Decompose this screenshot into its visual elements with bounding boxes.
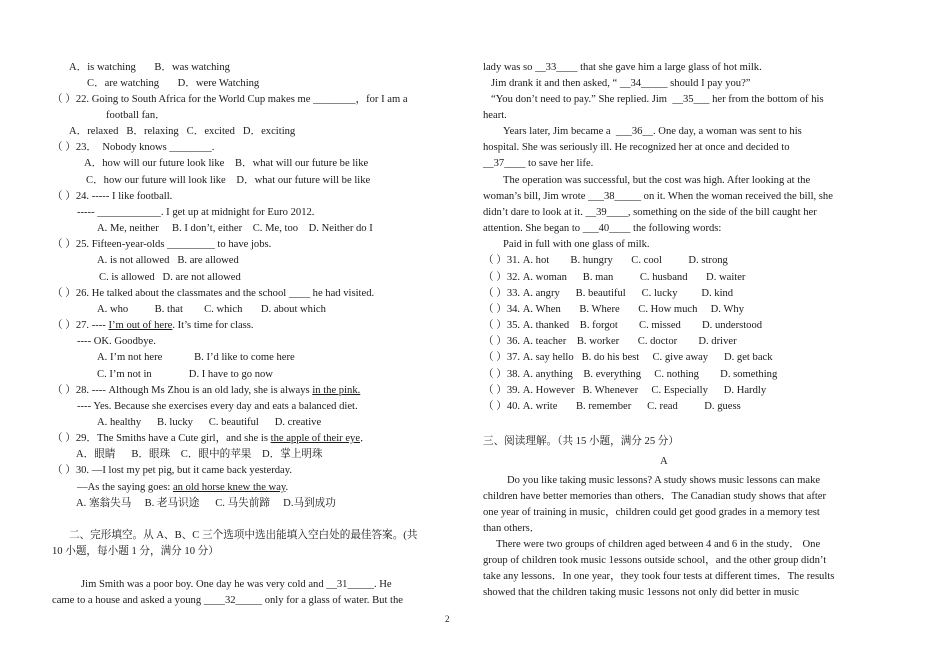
q24-stem: （ ）24. ----- I like football. bbox=[52, 191, 173, 202]
q23-options-ab: A．how will our future look like B．what will our future be like bbox=[84, 158, 369, 169]
q21-options-ab: A．is watching B．was watching bbox=[69, 62, 230, 73]
cloze-paragraph-line: Years later, Jim became a ___36__. One day, a woman was sent to his bbox=[503, 126, 802, 137]
q22-stem: （ ）22. Going to South Africa for the World Cup makes me ________，for I am a bbox=[52, 94, 408, 105]
q25-stem: （ ）25. Fifteen-year-olds _________ to have jobs. bbox=[52, 239, 272, 250]
section2-heading-cont: 10 小题，每小题 1 分，满分 10 分） bbox=[52, 546, 219, 557]
cloze-paragraph-line: lady was so __33____ that she gave him a large glass of hot milk. bbox=[483, 62, 762, 73]
cloze-paragraph-line: The operation was successful, but the cost was high. After looking at the bbox=[503, 175, 811, 186]
choice-row-37: （ ）37. A. say hello B. do his best C. give away D. get back bbox=[483, 352, 773, 363]
cloze-paragraph-line: hospital. She was seriously ill. He recognized her at once and decided to bbox=[483, 142, 790, 153]
q24-dialog: ----- ____________. I get up at midnight for Euro 2012. bbox=[77, 207, 315, 218]
page-number: 2 bbox=[445, 614, 450, 624]
passage-a-label: A bbox=[660, 456, 668, 467]
q23-options-cd: C．how our future will look like D．what our future will be like bbox=[86, 175, 371, 186]
cloze-paragraph-line: woman’s bill, Jim wrote ___38_____ on it. When the woman received the bill, she bbox=[483, 191, 833, 202]
cloze-paragraph-line: Jim drank it and then asked, “ __34_____ should I pay you?” bbox=[491, 78, 751, 89]
q29-options: A．眼睛 B．眼珠 C．眼中的苹果 D．掌上明珠 bbox=[76, 449, 323, 460]
choice-row-39: （ ）39. A. However B. Whenever C. Especially D. Hardly bbox=[483, 385, 767, 396]
cloze-paragraph-line: Paid in full with one glass of milk. bbox=[503, 239, 650, 250]
cloze-paragraph-line: Jim Smith was a poor boy. One day he was very cold and __31_____. He bbox=[81, 579, 392, 590]
passage-line: children have better memories than others．The Canadian study shows that after bbox=[483, 491, 827, 502]
choice-row-36: （ ）36. A. teacher B. worker C. doctor D. driver bbox=[483, 336, 737, 347]
choice-row-35: （ ）35. A. thanked B. forgot C. missed D. understood bbox=[483, 320, 763, 331]
q27-options-cd: C. I’m not in D. I have to go now bbox=[97, 369, 273, 380]
passage-line: one year of training in music，children could get good grades in a memory test bbox=[483, 507, 820, 518]
q26-options: A. who B. that C. which D. about which bbox=[97, 304, 326, 315]
q24-options: A. Me, neither B. I don’t, either C. Me, too D. Neither do I bbox=[97, 223, 373, 234]
q21-options-cd: C．are watching D．were Watching bbox=[87, 78, 260, 89]
q23-stem: （ ）23． Nobody knows ________. bbox=[52, 142, 215, 153]
passage-line: take any lessons．In one year，they took four tests at different times．The results bbox=[483, 571, 835, 582]
section3-heading: 三、阅读理解。（共 15 小题，满分 25 分） bbox=[483, 436, 679, 447]
choice-row-31: （ ）31. A. hot B. hungry C. cool D. strong bbox=[483, 255, 728, 266]
q27-options-ab: A. I’m not here B. I’d like to come here bbox=[97, 352, 295, 363]
q27-dialog: ---- OK. Goodbye. bbox=[77, 336, 156, 347]
passage-line: Do you like taking music lessons? A study shows music lessons can make bbox=[507, 475, 821, 486]
cloze-paragraph-line: came to a house and asked a young ____32_____ only for a glass of water. But the bbox=[52, 595, 403, 606]
q27-stem: （ ）27. ---- I’m out of here. It’s time for class. bbox=[52, 320, 254, 331]
passage-line: showed that the children taking music 1essons not only did better in music bbox=[483, 587, 799, 598]
cloze-paragraph-line: didn’t dare to look at it. __39____, something on the side of the bill caught her bbox=[483, 207, 817, 218]
passage-line: than others． bbox=[483, 523, 541, 534]
q25-options-ab: A. is not allowed B. are allowed bbox=[97, 255, 239, 266]
cloze-paragraph-line: attention. She began to ___40____ the following words: bbox=[483, 223, 722, 234]
q25-options-cd: C. is allowed D. are not allowed bbox=[99, 272, 241, 283]
q28-dialog: ---- Yes. Because she exercises every day and eats a balanced diet. bbox=[77, 401, 358, 412]
choice-row-33: （ ）33. A. angry B. beautiful C. lucky D. kind bbox=[483, 288, 734, 299]
q22-stem-cont: football fan． bbox=[106, 110, 166, 121]
q26-stem: （ ）26. He talked about the classmates and the school ____ he had visited. bbox=[52, 288, 375, 299]
cloze-paragraph-line: heart. bbox=[483, 110, 507, 121]
q28-stem: （ ）28. ---- Although Ms Zhou is an old lady, she is always in the pink. bbox=[52, 385, 361, 396]
choice-row-34: （ ）34. A. When B. Where C. How much D. Why bbox=[483, 304, 744, 315]
q28-options: A. healthy B. lucky C. beautiful D. creative bbox=[97, 417, 322, 428]
section2-heading: 二、完形填空。从 A、B、C 三个选项中选出能填入空白处的最佳答案。(共 bbox=[69, 530, 418, 541]
choice-row-38: （ ）38. A. anything B. everything C. nothing D. something bbox=[483, 369, 778, 380]
q30-saying: —As the saying goes: an old horse knew the way. bbox=[77, 482, 289, 493]
q22-options: A．relaxed B．relaxing C．excited D．exciting bbox=[69, 126, 296, 137]
passage-line: group of children took music 1essons outside school，and the other group didn’t bbox=[483, 555, 827, 566]
cloze-paragraph-line: __37____ to save her life. bbox=[483, 158, 594, 169]
q30-stem: （ ）30. —I lost my pet pig, but it came back yesterday. bbox=[52, 465, 292, 476]
cloze-paragraph-line: “You don’t need to pay.” She replied. Jim __35___ her from the bottom of his bbox=[491, 94, 824, 105]
choice-row-32: （ ）32. A. woman B. man C. husband D. waiter bbox=[483, 272, 746, 283]
passage-line: There were two groups of children aged between 4 and 6 in the study． One bbox=[496, 539, 821, 550]
q29-stem: （ ）29．The Smiths have a Cute girl，and she is the apple of their eye． bbox=[52, 433, 371, 444]
choice-row-40: （ ）40. A. write B. remember C. read D. guess bbox=[483, 401, 741, 412]
q30-options: A. 塞翁失马 B. 老马识途 C. 马失前蹄 D.马到成功 bbox=[76, 498, 336, 509]
